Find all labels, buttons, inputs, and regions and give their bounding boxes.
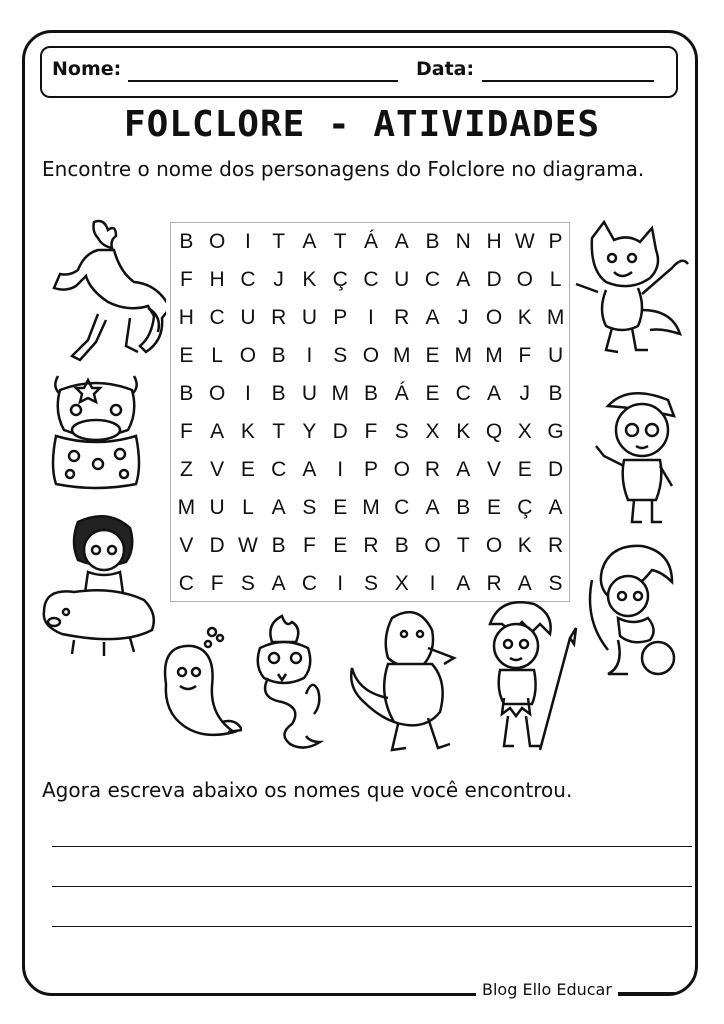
grid-letter[interactable]: W [514,230,535,253]
grid-letter[interactable]: F [364,420,378,443]
grid-letter[interactable]: J [519,382,531,405]
grid-letter[interactable]: T [456,534,470,557]
grid-letter[interactable]: S [363,572,378,595]
answer-line-1[interactable] [52,846,692,847]
grid-letter[interactable]: Z [179,458,193,481]
dragon-monster-icon [348,608,464,756]
grid-letter[interactable]: V [210,458,225,481]
grid-letter[interactable]: B [271,534,286,557]
grid-letter[interactable]: C [240,268,256,291]
grid-row [171,489,571,527]
grid-letter[interactable]: R [486,572,502,595]
grid-letter[interactable]: B [271,344,286,367]
grid-letter[interactable]: I [429,572,436,595]
page-title: FOLCLORE - ATIVIDADES [123,104,601,145]
grid-letter[interactable]: A [456,458,471,481]
grid-row [171,223,571,261]
grid-letter[interactable]: E [179,344,194,367]
grid-letter[interactable]: E [487,496,502,519]
grid-letter[interactable]: K [456,420,471,443]
girl-on-pig-icon [34,512,160,662]
grid-letter[interactable]: C [301,572,318,595]
grid-letter[interactable]: O [424,534,441,557]
date-field[interactable] [482,80,654,82]
name-label: Nome: [52,58,122,80]
grid-letter[interactable]: C [363,268,379,291]
grid-letter[interactable]: O [393,458,410,481]
grid-letter[interactable]: M [546,306,565,329]
grid-letter[interactable]: E [333,534,348,557]
grid-letter[interactable]: E [425,344,440,367]
grid-letter[interactable]: A [517,572,532,595]
grid-letter[interactable]: A [394,230,409,253]
grid-letter[interactable]: B [271,382,286,405]
grid-letter[interactable]: M [177,496,196,519]
grid-letter[interactable]: A [271,572,286,595]
grid-row [171,261,571,299]
name-field[interactable] [128,80,398,82]
grid-letter[interactable]: G [547,420,564,443]
grid-letter[interactable]: T [333,230,347,253]
grid-letter[interactable]: C [455,382,471,405]
grid-letter[interactable]: M [362,496,380,519]
grid-letter[interactable]: L [242,496,254,519]
grid-letter[interactable]: C [424,268,441,291]
grid-letter[interactable]: B [363,382,378,405]
grid-letter[interactable]: A [487,382,502,405]
grid-letter[interactable]: F [179,420,193,443]
grid-letter[interactable]: O [485,534,503,557]
grid-letter[interactable]: O [485,306,503,329]
bull-icon [40,366,152,490]
grid-letter[interactable]: E [517,458,532,481]
grid-letter[interactable]: A [302,230,317,253]
grid-letter[interactable]: P [548,230,563,253]
grid-letter[interactable]: B [456,496,471,519]
grid-letter[interactable]: V [179,534,194,557]
grid-letter[interactable]: E [333,496,348,519]
grid-letter[interactable]: L [211,344,223,367]
horse-fire-icon [42,214,166,366]
fire-snake-icon [248,614,324,754]
grid-letter[interactable]: A [425,306,440,329]
grid-letter[interactable]: L [549,268,562,291]
grid-letter[interactable]: I [306,344,313,367]
indian-boy-icon [470,598,582,754]
grid-letter[interactable]: C [271,458,287,481]
answer-line-3[interactable] [52,926,692,927]
grid-letter[interactable]: W [237,534,258,557]
grid-letter[interactable]: K [240,420,255,443]
grid-letter[interactable]: N [455,230,471,253]
grid-letter[interactable]: I [337,572,344,595]
grid-letter[interactable]: S [302,496,317,519]
grid-letter[interactable]: A [456,268,471,291]
grid-letter[interactable]: O [516,268,533,291]
header-box [40,46,678,98]
grid-letter[interactable]: H [209,268,225,291]
grid-letter[interactable]: K [517,306,532,329]
grid-letter[interactable]: U [301,306,318,329]
grid-letter[interactable]: I [244,382,251,405]
grid-letter[interactable]: F [518,344,532,367]
grid-letter[interactable]: T [272,230,286,253]
grid-letter[interactable]: C [178,572,194,595]
grid-letter[interactable]: U [209,496,225,519]
grid-letter[interactable]: U [547,344,564,367]
grid-letter[interactable]: C [394,496,410,519]
grid-letter[interactable]: R [394,306,410,329]
wolf-icon [568,218,694,358]
instruction-text: Encontre o nome dos personagens do Folclore no diagrama. [42,157,645,181]
grid-letter[interactable]: R [363,534,379,557]
grid-letter[interactable]: M [454,344,473,367]
grid-letter[interactable]: J [273,268,284,291]
grid-letter[interactable]: A [271,496,286,519]
grid-letter[interactable]: K [302,268,317,291]
grid-letter[interactable]: Ç [517,496,533,519]
grid-letter[interactable]: D [209,534,225,557]
word-search-grid[interactable] [170,222,570,602]
grid-letter[interactable]: B [179,382,194,405]
boy-icon [594,386,692,528]
grid-letter[interactable]: M [392,344,411,367]
grid-letter[interactable]: A [456,572,471,595]
grid-letter[interactable]: O [362,344,380,367]
grid-letter[interactable]: R [424,458,441,481]
grid-letter[interactable]: E [240,458,255,481]
grid-row [171,413,571,451]
grid-letter[interactable]: M [485,344,503,367]
pink-dolphin-icon [150,624,242,742]
grid-letter[interactable]: A [548,496,563,519]
grid-letter[interactable]: O [208,230,226,253]
grid-letter[interactable]: C [209,306,225,329]
date-label: Data: [416,58,475,80]
grid-letter[interactable]: U [240,306,256,329]
grid-row [171,337,571,375]
grid-row [171,375,571,413]
grid-letter[interactable]: Y [302,420,317,443]
grid-letter[interactable]: H [486,230,502,253]
grid-letter[interactable]: S [333,344,348,367]
mermaid-icon [582,540,688,680]
grid-row [171,299,571,337]
grid-letter[interactable]: I [244,230,251,253]
answer-line-2[interactable] [52,886,692,887]
grid-letter[interactable]: B [179,230,194,253]
grid-letter[interactable]: B [548,382,563,405]
grid-letter[interactable]: X [425,420,440,443]
grid-letter[interactable]: E [425,382,440,405]
grid-letter[interactable]: I [368,306,374,329]
grid-letter[interactable]: O [239,344,257,367]
grid-letter[interactable]: S [548,572,563,595]
grid-letter[interactable]: R [271,306,287,329]
grid-letter[interactable]: I [337,458,344,481]
grid-letter[interactable]: S [394,420,409,443]
grid-letter[interactable]: D [486,268,502,291]
grid-letter[interactable]: T [272,420,286,443]
grid-letter[interactable]: O [208,382,226,405]
grid-letter[interactable]: A [302,458,317,481]
grid-letter[interactable]: Á [394,382,409,405]
grid-row [171,451,571,489]
grid-letter[interactable]: F [303,534,316,557]
grid-letter[interactable]: M [331,382,349,405]
grid-letter[interactable]: D [332,420,348,443]
grid-letter[interactable]: Q [485,420,503,443]
footer-credit: Blog Ello Educar [476,980,618,999]
grid-letter[interactable]: V [487,458,502,481]
grid-letter[interactable]: P [363,458,378,481]
grid-letter[interactable]: H [178,306,194,329]
grid-letter[interactable]: B [394,534,409,557]
grid-letter[interactable]: J [458,306,469,329]
grid-row [171,527,571,565]
grid-letter[interactable]: X [517,420,532,443]
grid-letter[interactable]: U [394,268,410,291]
grid-letter[interactable]: X [394,572,409,595]
grid-letter[interactable]: P [333,306,348,329]
grid-letter[interactable]: F [210,572,224,595]
grid-letter[interactable]: B [425,230,440,253]
grid-letter[interactable]: U [301,382,318,405]
grid-letter[interactable]: S [240,572,255,595]
grid-letter[interactable]: D [547,458,564,481]
grid-letter[interactable]: Ç [332,268,348,291]
grid-letter[interactable]: F [179,268,193,291]
grid-letter[interactable]: Á [363,230,378,253]
grid-letter[interactable]: K [517,534,532,557]
answer-prompt: Agora escreva abaixo os nomes que você encontrou. [42,778,573,802]
grid-letter[interactable]: A [210,420,225,443]
grid-letter[interactable]: R [547,534,564,557]
grid-letter[interactable]: A [425,496,440,519]
